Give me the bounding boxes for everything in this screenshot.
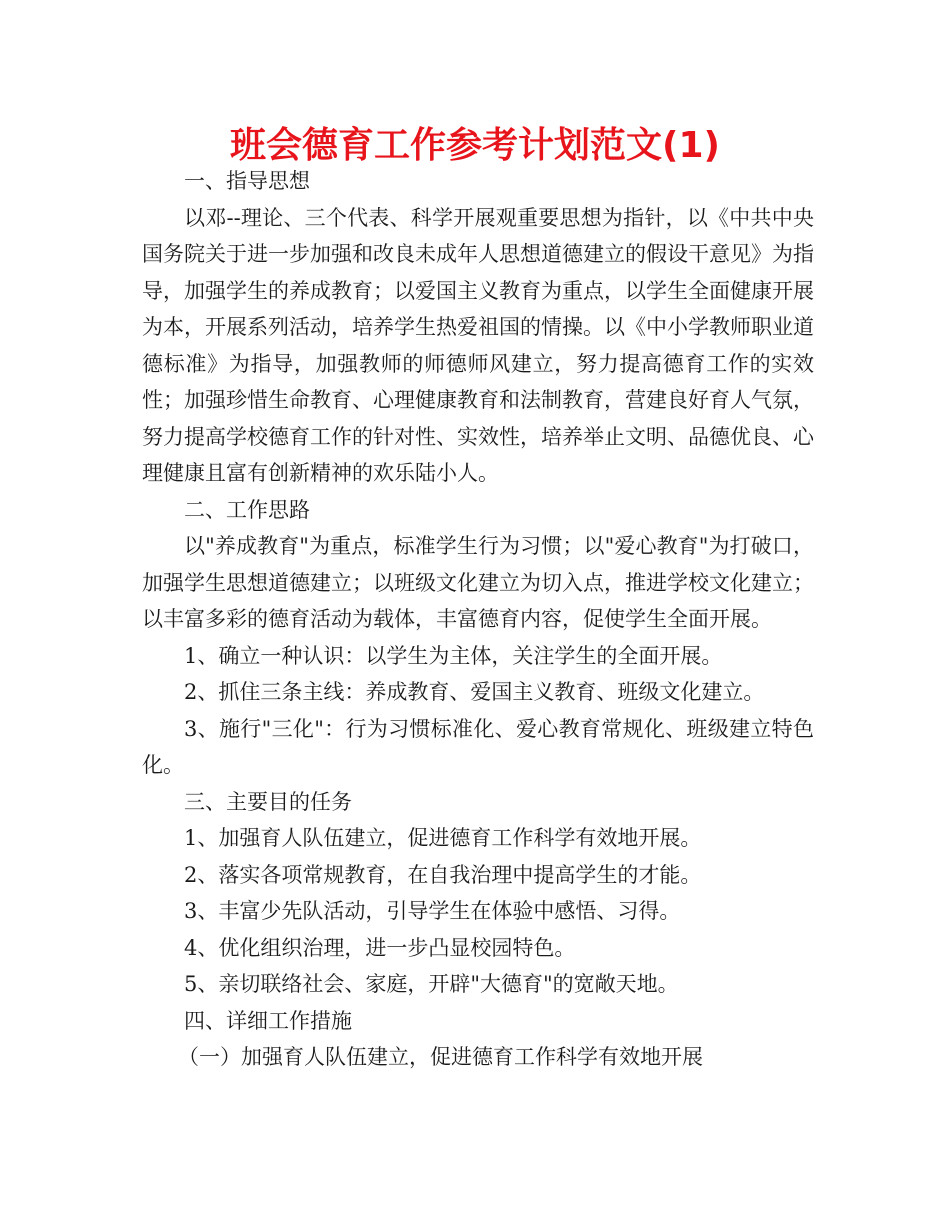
list-item: 3、施行"三化"：行为习惯标准化、爱心教育常规化、班级建立特色化。 [142, 716, 814, 777]
subsection-heading: （一）加强育人队伍建立，促进德育工作科学有效地开展 [178, 1045, 703, 1069]
document-body [142, 163, 814, 1076]
list-item: 2、落实各项常规教育，在自我治理中提高学生的才能。 [184, 862, 702, 887]
document-title: 班会德育工作参考计划范文(1) [230, 125, 720, 166]
body-paragraph: 以邓--理论、三个代表、科学开展观重要思想为指针，以《中共中央国务院关于进一步加强和改良未成年人思想道德建立的假设干意见》为指导，加强学生的养成教育；以爱国主义教育为重点，以学生全面健康开展为本，开展系列活动，培养学生热爱祖国的情操。以《中小学教师职业道德标准》为指导，加强教师的师德师风建立，努力提高德育工作的实效性；加强珍惜生命教育、心理健康教育和法制教育，营建良好育人气氛，努力提高学校德育工作的针对性、实效性，培养举止文明、品德优良、心理健康且富有创新精神的欢乐陆小人。 [142, 205, 814, 485]
section-heading-work-approach: 二、工作思路 [184, 497, 310, 522]
section-heading-detailed-measures: 四、详细工作措施 [184, 1008, 352, 1033]
list-item: 4、优化组织治理，进一步凸显校园特色。 [184, 935, 576, 960]
list-item: 1、确立一种认识：以学生为主体，关注学生的全面开展。 [184, 643, 723, 668]
list-item: 2、抓住三条主线：养成教育、爱国主义教育、班级文化建立。 [184, 680, 765, 704]
section-heading-guiding-ideology: 一、指导思想 [184, 169, 310, 193]
section-heading-main-goals: 三、主要目的任务 [184, 789, 352, 814]
list-item: 3、丰富少先队活动，引导学生在体验中感悟、习得。 [184, 899, 681, 923]
list-item: 5、亲切联络社会、家庭，开辟"大德育"的宽敞天地。 [184, 972, 679, 996]
list-item: 1、加强育人队伍建立，促进德育工作科学有效地开展。 [184, 826, 702, 850]
body-paragraph: 以"养成教育"为重点，标准学生行为习惯；以"爱心教育"为打破口，加强学生思想道德建立；以班级文化建立为切入点，推进学校文化建立；以丰富多彩的德育活动为载体，丰富德育内容，促使学生全面开展。 [142, 534, 814, 631]
